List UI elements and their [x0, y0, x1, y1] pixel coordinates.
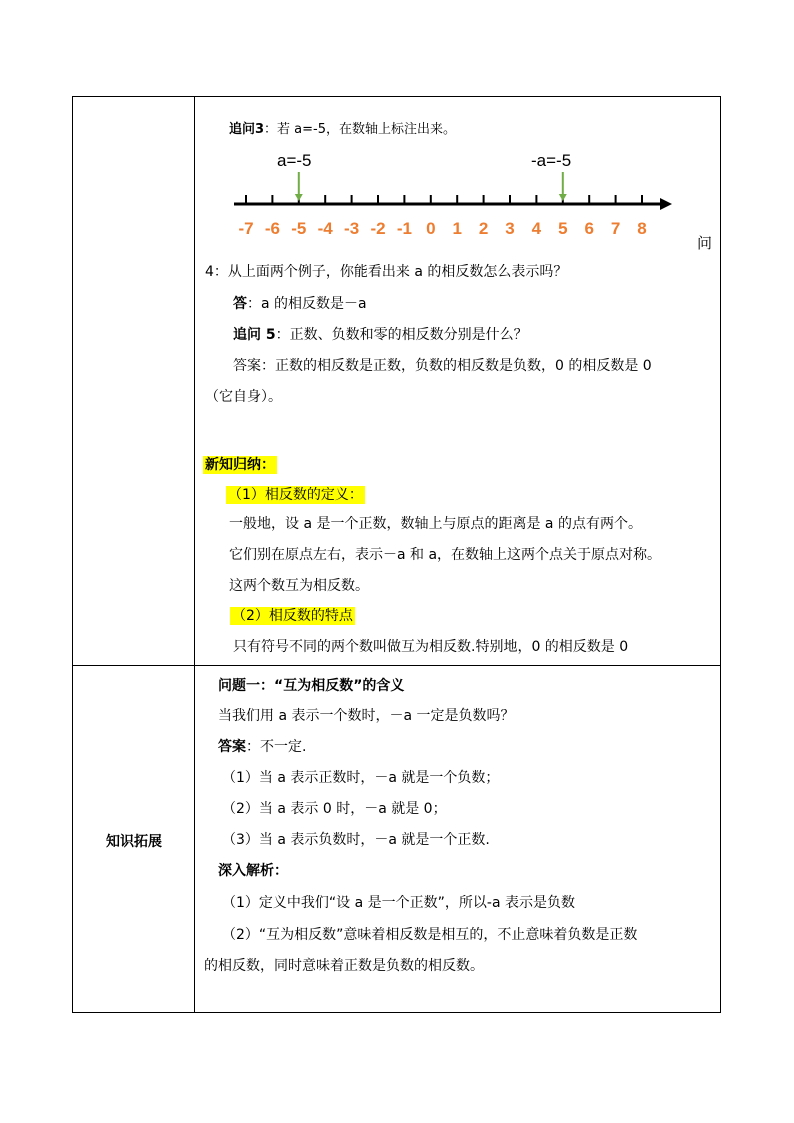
number-line: [0, 0, 794, 250]
tick-label: 5: [558, 219, 568, 238]
problem-1-text: 当我们用 a 表示一个数时，－a 一定是负数吗？: [218, 708, 515, 724]
knowledge-extension-label: 知识拓展: [106, 834, 162, 850]
definition-title: [226, 485, 365, 505]
analysis-1: （1）定义中我们“设 a 是一个正数”，所以-a 表示是负数: [222, 895, 575, 911]
tick-label: -7: [238, 219, 254, 238]
table-border-bottom: [72, 1012, 721, 1013]
definition-line-1: 一般地，设 a 是一个正数，数轴上与原点的距离是 a 的点有两个。: [229, 516, 642, 532]
marker-left-arrowhead: [295, 194, 303, 201]
case-3: （3）当 a 表示负数时，－a 就是一个正数.: [222, 832, 490, 848]
feature-title: [230, 606, 355, 626]
tick-label: 6: [584, 219, 594, 238]
answer-2-line-1: 答案：正数的相反数是正数，负数的相反数是负数，0 的相反数是 0: [233, 358, 652, 374]
tick-label: 4: [531, 219, 542, 238]
tick-label: 1: [452, 219, 462, 238]
case-2: （2）当 a 表示 0 时，－a 就是 0；: [222, 801, 447, 817]
row2-answer-label: 答案: [218, 739, 246, 755]
summary-title-text: 新知归纳：: [205, 457, 275, 473]
followup-5-text: ：正数、负数和零的相反数分别是什么？: [275, 327, 528, 343]
definition-line-3: 这两个数互为相反数。: [229, 578, 369, 594]
analysis-2-line-1: （2）“互为相反数”意味着相反数是相互的，不止意味着负数是正数: [222, 927, 638, 943]
tick-label: -4: [317, 219, 333, 238]
row2-answer-text: ：不一定.: [246, 739, 307, 755]
axis-arrowhead: [660, 198, 672, 210]
marker-left-label: a=-5: [277, 151, 312, 170]
followup-5: [233, 325, 528, 345]
table-row-divider: [72, 665, 721, 666]
marker-right-arrowhead: [559, 194, 567, 201]
answer-1-text: ：a 的相反数是－a: [247, 296, 367, 312]
tick-label: -1: [396, 219, 412, 238]
tick-label: -3: [344, 219, 360, 238]
question-char: 问: [697, 234, 713, 252]
row2-answer: [218, 737, 306, 757]
definition-title-text: （1）相反数的定义：: [228, 487, 363, 503]
question-4: 4：从上面两个例子，你能看出来 a 的相反数怎么表示吗？: [205, 264, 568, 280]
tick-label: -2: [370, 219, 386, 238]
followup-5-label: 追问 5: [233, 327, 276, 343]
analysis-2-line-2: 的相反数，同时意味着正数是负数的相反数。: [204, 958, 484, 974]
answer-2-line-2: （它自身）。: [205, 389, 282, 405]
tick-label: -5: [291, 219, 307, 238]
case-1: （1）当 a 表示正数时，－a 就是一个负数；: [222, 770, 500, 786]
summary-title: [203, 455, 277, 475]
followup-3-text: ：若 a=-5，在数轴上标注出来。: [264, 122, 457, 137]
tick-label: -6: [264, 219, 280, 238]
marker-right-label: -a=-5: [531, 151, 572, 170]
definition-line-2: 它们别在原点左右，表示－a 和 a，在数轴上这两个点关于原点对称。: [229, 547, 662, 563]
tick-label: 2: [478, 219, 489, 238]
answer-1-label: 答: [233, 296, 247, 312]
tick-label: 0: [426, 219, 436, 238]
tick-label: 7: [610, 219, 621, 238]
answer-1: [233, 294, 367, 314]
analysis-title: 深入解析：: [218, 863, 288, 879]
feature-title-text: （2）相反数的特点: [232, 608, 353, 624]
tick-label: 8: [637, 219, 647, 238]
tick-label: 3: [505, 219, 515, 238]
feature-line: 只有符号不同的两个数叫做互为相反数.特别地，0 的相反数是 0: [233, 639, 629, 655]
problem-1-title: 问题一：“互为相反数”的含义: [218, 678, 405, 694]
followup-3-label: 追问3: [229, 122, 265, 137]
